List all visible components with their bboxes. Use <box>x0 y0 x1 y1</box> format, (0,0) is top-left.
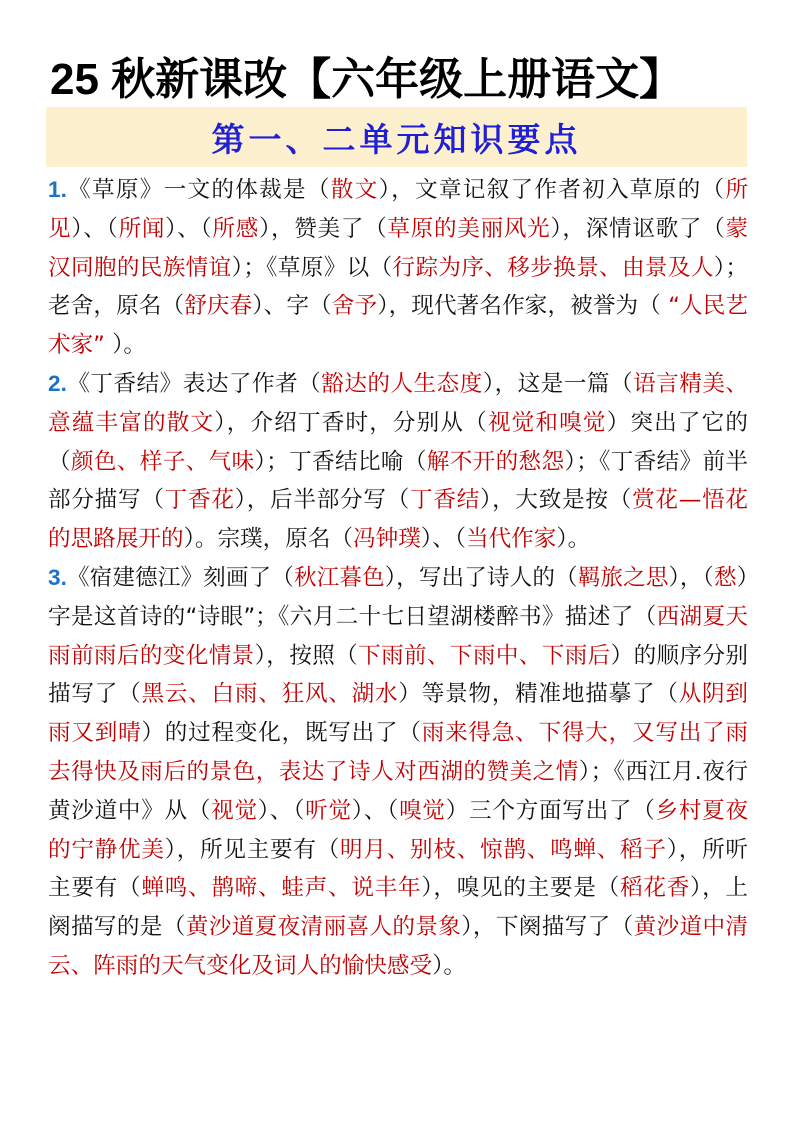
question-text: ）；《草原》以（ <box>231 254 393 281</box>
answer-text: 从阴到雨又到晴 <box>48 681 749 747</box>
answer-text: 散文 <box>330 177 379 203</box>
question-text: ）。宗璞，原名（ <box>183 526 354 553</box>
question-text: ）、（ <box>257 797 306 824</box>
item-text <box>48 177 748 358</box>
answer-text: 视觉和嗅觉 <box>487 409 607 436</box>
question-text: 《宿建德江》刻画了（ <box>66 564 294 591</box>
answer-text: 豁达的人生态度 <box>321 370 483 397</box>
question-text: ）等景物，精准地描摹了（ <box>398 681 679 708</box>
answer-text: 草原的美丽风光 <box>387 215 551 242</box>
answer-text: 所感 <box>212 215 259 242</box>
question-text: ），按照（ <box>254 642 359 669</box>
answer-text: 舒庆春 <box>184 293 253 320</box>
question-text: ），现代著名作家，被誉为（ <box>377 293 669 320</box>
answer-text: 舍予 <box>331 293 378 320</box>
question-text: ）。 <box>556 526 591 553</box>
knowledge-point-item <box>48 171 748 365</box>
question-text: ）；老舍，原名（ <box>48 254 749 320</box>
item-number: 3. <box>48 564 67 590</box>
item-number: 1. <box>48 177 67 202</box>
section-banner <box>46 107 747 167</box>
question-text: ），（ <box>668 564 715 591</box>
answer-text: 嗅觉 <box>399 797 446 824</box>
question-text: ），嗅见的主要是（ <box>421 875 621 902</box>
knowledge-point-item <box>48 559 748 986</box>
answer-text: 羁旅之思 <box>577 564 669 591</box>
question-text: ）字是这首诗的“诗眼”；《六月二十七日望湖楼醉书》描述了（ <box>48 564 749 630</box>
answer-text: 乡村夏夜的宁静优美 <box>48 797 749 863</box>
question-text: 《丁香结》表达了作者（ <box>66 370 322 397</box>
answer-text: 稻花香 <box>620 875 691 902</box>
question-text: ）、（ <box>420 526 466 553</box>
question-text: ）、字（ <box>252 293 332 320</box>
answer-text: 视觉 <box>211 797 258 824</box>
item-text <box>48 371 748 552</box>
answer-text: 秋江暮色 <box>293 564 385 591</box>
question-text: ）三个方面写出了（ <box>445 797 656 824</box>
answer-text: 颜色、样子、气味 <box>70 448 255 475</box>
question-text: ）、（ <box>351 797 400 824</box>
question-text: ），所听主要有（ <box>48 836 749 902</box>
question-text: ），后半部分写（ <box>234 487 411 514</box>
answer-text: 所闻 <box>118 215 166 242</box>
answer-text: 所见 <box>48 177 749 242</box>
question-text: ）。 <box>432 952 466 979</box>
question-text: ），大致是按（ <box>480 487 633 514</box>
answer-text: 听觉 <box>305 797 352 824</box>
question-text: ）；《西江月.夜行黄沙道中》从（ <box>48 758 748 824</box>
question-text: ），写出了诗人的（ <box>384 564 578 591</box>
answer-text: 雨来得急、下得大，又写出了雨去得快及雨后的景色，表达了诗人对西湖的赞美之情 <box>48 720 749 785</box>
question-text: ）突出了它的（ <box>48 409 749 475</box>
question-text: ）；丁香结比喻（ <box>254 448 427 475</box>
section-banner-title: 第一、二单元知识要点 <box>211 119 582 159</box>
answer-text: 行踪为序、移步换景、由景及人 <box>392 254 714 281</box>
answer-text: 冯钟璞 <box>353 526 421 553</box>
answer-text: “人民艺术家” <box>48 293 749 359</box>
question-text: ）；《丁香结》前半部分描写（ <box>48 448 749 514</box>
knowledge-points-list <box>48 171 748 986</box>
question-text: ）。 <box>104 332 146 359</box>
knowledge-point-item <box>48 365 748 559</box>
answer-text: 愁 <box>714 564 737 591</box>
answer-text: 黄沙道中清云、阵雨的天气变化及词人的愉快感受 <box>48 914 749 979</box>
answer-text: 丁香结 <box>410 487 481 514</box>
question-text: ）、（ <box>165 215 213 242</box>
question-text: ）、（ <box>71 215 119 242</box>
answer-text: 黄沙道夏夜清丽喜人的景象 <box>185 914 462 941</box>
question-text: ）的过程变化，既写出了（ <box>141 720 422 747</box>
question-text: ），深情讴歌了（ <box>550 215 726 242</box>
question-text: ）的顺序分别描写了（ <box>48 642 749 708</box>
question-text: ），文章记叙了作者初入草原的（ <box>378 177 726 203</box>
answer-text: 下雨前、下雨中、下雨后 <box>358 642 611 669</box>
question-text: ），所见主要有（ <box>164 836 341 863</box>
question-text: ），上阕描写的是（ <box>48 875 749 941</box>
question-text: ），介绍丁香时，分别从（ <box>214 409 488 436</box>
question-text: ），下阕描写了（ <box>461 914 634 941</box>
answer-text: 丁香花 <box>164 487 235 514</box>
answer-text: 西湖夏天雨前雨后的变化情景 <box>48 603 748 669</box>
question-text: 《草原》一文的体裁是（ <box>66 177 331 203</box>
answer-text: 当代作家 <box>465 526 557 553</box>
answer-text: 黑云、白雨、狂风、湖水 <box>141 681 399 708</box>
answer-text: 蝉鸣、鹊啼、蛙声、说丰年 <box>141 875 422 902</box>
answer-text: 语言精美、意蕴丰富的散文 <box>48 370 749 436</box>
question-text: ），赞美了（ <box>258 215 388 242</box>
page-title: 25 秋新课改【六年级上册语文】 <box>50 55 684 104</box>
answer-text: 明月、别枝、惊鹊、鸣蝉、稻子 <box>340 836 667 863</box>
answer-text: 解不开的愁怨 <box>426 448 565 475</box>
item-number: 2. <box>48 370 67 396</box>
answer-text: 蒙汉同胞的民族情谊 <box>48 215 749 281</box>
answer-text: 赏花—悟花的思路展开的 <box>48 487 749 553</box>
question-text: ），这是一篇（ <box>482 370 634 397</box>
item-text <box>48 565 748 979</box>
